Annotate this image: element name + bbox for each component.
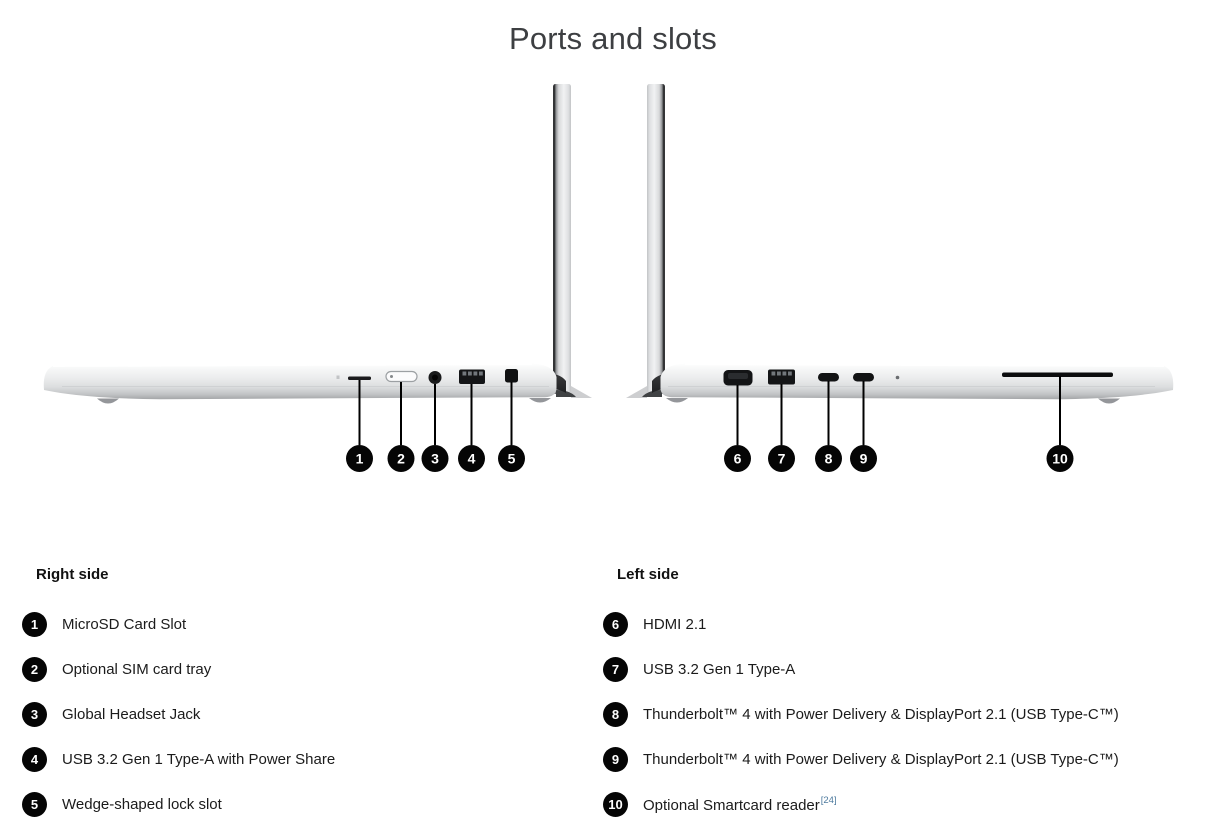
legend-item-1 xyxy=(22,612,582,637)
legend-item-label: USB 3.2 Gen 1 Type-A with Power Share xyxy=(62,751,336,768)
legend-item-8 xyxy=(603,702,1213,727)
usb-c-port-1 xyxy=(818,373,839,382)
callout-number-6: 6 xyxy=(733,450,742,467)
laptop-lid xyxy=(647,84,665,394)
rubber-foot-rear xyxy=(529,398,551,403)
legend-item-number: 9 xyxy=(603,747,628,772)
legend-item-number: 6 xyxy=(603,612,628,637)
legend-item-number: 8 xyxy=(603,702,628,727)
smartcard-reader xyxy=(1002,373,1113,378)
callout-number-9: 9 xyxy=(859,450,868,467)
legend-right-heading: Right side xyxy=(36,566,109,583)
legend-item-5 xyxy=(22,792,582,817)
page-title: Ports and slots xyxy=(508,21,718,56)
callout-number-5: 5 xyxy=(507,450,516,467)
footnote-link[interactable]: [24] xyxy=(820,794,837,806)
legend-item-label: Thunderbolt™ 4 with Power Delivery & DisplayPort 2.1 (USB Type-C™) xyxy=(643,706,1119,723)
legend-item-6 xyxy=(603,612,1213,637)
ports-diagram xyxy=(0,70,1226,500)
legend-left-heading: Left side xyxy=(617,566,679,583)
battery-led xyxy=(896,376,900,380)
hdmi-inner xyxy=(728,373,748,379)
microsd-marker-icon xyxy=(337,376,340,380)
legend-item-number: 4 xyxy=(22,747,47,772)
legend-item-number: 3 xyxy=(22,702,47,727)
microsd-slot xyxy=(348,377,371,381)
legend-item-number: 7 xyxy=(603,657,628,682)
callout-number-4: 4 xyxy=(467,450,476,467)
legend-item-label: MicroSD Card Slot xyxy=(62,616,187,633)
legend-item-2 xyxy=(22,657,582,682)
right-side-view xyxy=(44,84,592,472)
legend-item-number: 2 xyxy=(22,657,47,682)
callout-number-7: 7 xyxy=(777,450,786,467)
lock-slot xyxy=(505,369,518,383)
callout-number-1: 1 xyxy=(355,450,364,467)
legend-item-9 xyxy=(603,747,1213,772)
legend-item-label: Wedge-shaped lock slot xyxy=(62,796,222,813)
legend-item-label: Optional SIM card tray xyxy=(62,661,212,678)
callout-number-8: 8 xyxy=(824,450,833,467)
left-side-view xyxy=(626,84,1173,472)
legend-item-10 xyxy=(603,792,1213,817)
legend-item-label: HDMI 2.1 xyxy=(643,616,707,633)
callout-number-2: 2 xyxy=(397,450,405,467)
legend-item-3 xyxy=(22,702,582,727)
rubber-foot-rear xyxy=(666,398,688,403)
legend-left-side xyxy=(603,566,1213,817)
legend-item-label xyxy=(643,796,837,814)
laptop-lid xyxy=(553,84,571,394)
usb-c-port-2 xyxy=(853,373,874,382)
headset-jack-hole xyxy=(432,375,438,381)
legend-item-7 xyxy=(603,657,1213,682)
legend-item-label: Thunderbolt™ 4 with Power Delivery & DisplayPort 2.1 (USB Type-C™) xyxy=(643,751,1119,768)
callout-number-3: 3 xyxy=(431,450,439,467)
legend-item-label: Global Headset Jack xyxy=(62,706,201,723)
legend-right-side xyxy=(22,566,582,817)
rubber-foot-front xyxy=(97,399,119,404)
legend-item-4 xyxy=(22,747,582,772)
legend-item-label-text: Optional Smartcard reader xyxy=(643,796,820,814)
rubber-foot-front xyxy=(1098,399,1120,404)
sim-pinhole xyxy=(390,375,393,378)
legend-item-number: 10 xyxy=(603,792,628,817)
legend-item-label: USB 3.2 Gen 1 Type-A xyxy=(643,661,796,678)
legend-item-number: 5 xyxy=(22,792,47,817)
legend-item-number: 1 xyxy=(22,612,47,637)
callout-number-10: 10 xyxy=(1052,450,1068,467)
